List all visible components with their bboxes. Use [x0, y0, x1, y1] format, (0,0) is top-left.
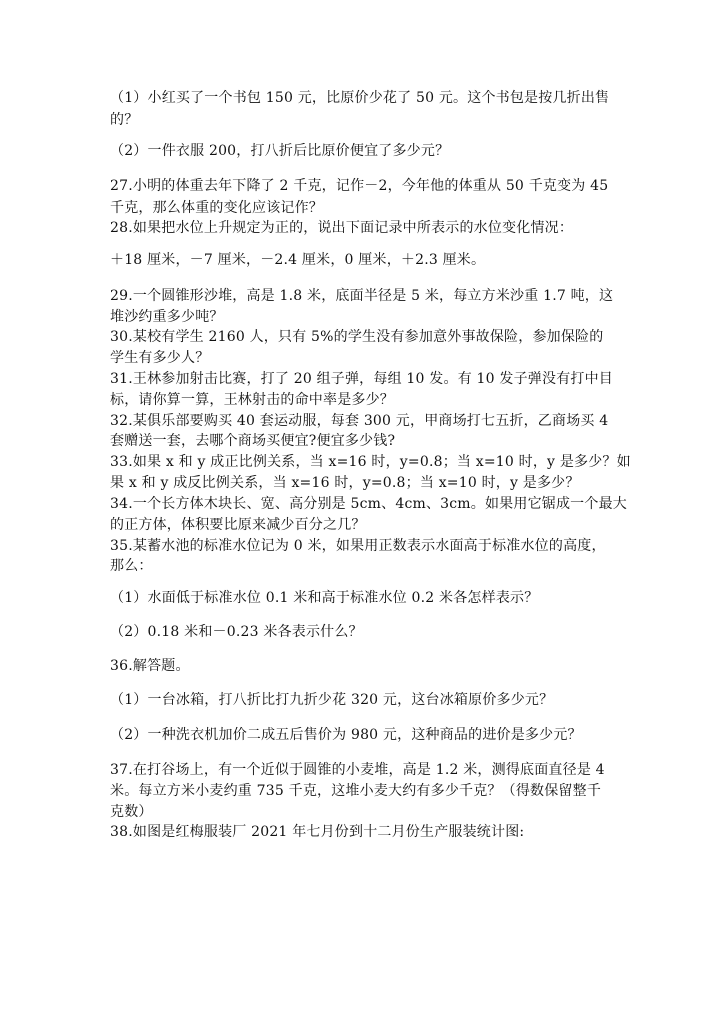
question-37-line-3: 克数）	[110, 804, 153, 820]
question-34-line-2: 的正方体，体积要比原来减少百分之几？	[110, 517, 366, 533]
question-36-part-1: （1）一台冰箱，打八折比打九折少花 320 元，这台冰箱原价多少元？	[110, 692, 554, 708]
question-29-line-2: 堆沙约重多少吨？	[110, 309, 224, 325]
question-1-line-2: 的？	[110, 112, 139, 128]
question-2-line: （2）一件衣服 200，打八折后比原价便宜了多少元？	[110, 143, 450, 159]
question-38-line: 38.如图是红梅服装厂 2021 年七月份到十二月份生产服装统计图:	[110, 824, 525, 840]
question-33-line-2: 果 x 和 y 成反比例关系，当 x=16 时，y=0.8；当 x=10 时，y 是多少？	[110, 475, 580, 491]
question-32-line-1: 32.某俱乐部要购买 40 套运动服，每套 300 元，甲商场打七五折，乙商场买 4	[110, 413, 609, 429]
water-level-records: ＋18 厘米，－7 厘米，－2.4 厘米，0 厘米，＋2.3 厘米。	[110, 252, 486, 268]
question-35-part-2: （2）0.18 米和－0.23 米各表示什么？	[110, 624, 363, 640]
question-36-heading: 36.解答题。	[110, 658, 190, 674]
question-31-line-1: 31.王林参加射击比赛，打了 20 组子弹，每组 10 发。有 10 发子弹没有打中目	[110, 371, 614, 387]
question-35-line-1: 35.某蓄水池的标准水位记为 0 米，如果用正数表示水面高于标准水位的高度，	[110, 538, 606, 554]
question-30-line-2: 学生有多少人？	[110, 350, 210, 366]
question-37-line-1: 37.在打谷场上，有一个近似于圆锥的小麦堆，高是 1.2 米，测得底面直径是 4	[110, 762, 605, 778]
question-28-line: 28.如果把水位上升规定为正的，说出下面记录中所表示的水位变化情况：	[110, 220, 574, 236]
question-31-line-2: 标，请你算一算，王林射击的命中率是多少？	[110, 392, 394, 408]
question-35-line-2: 那么：	[110, 558, 153, 574]
question-32-line-2: 套赠送一套，去哪个商场买便宜?便宜多少钱?	[110, 433, 396, 449]
question-27-line-2: 千克，那么体重的变化应该记作？	[110, 200, 323, 216]
question-30-line-1: 30.某校有学生 2160 人，只有 5%的学生没有参加意外事故保险，参加保险的	[110, 329, 604, 345]
question-27-line-1: 27.小明的体重去年下降了 2 千克，记作－2，今年他的体重从 50 千克变为 45	[110, 178, 609, 194]
question-34-line-1: 34.一个长方体木块长、宽、高分别是 5cm、4cm、3cm。如果用它锯成一个最大	[110, 496, 627, 512]
question-35-part-1: （1）水面低于标准水位 0.1 米和高于标准水位 0.2 米各怎样表示？	[110, 590, 539, 606]
question-37-line-2: 米。每立方米小麦约重 735 千克，这堆小麦大约有多少千克？（得数保留整千	[110, 783, 602, 799]
question-36-part-2: （2）一种洗衣机加价二成五后售价为 980 元，这种商品的进价是多少元？	[110, 727, 582, 743]
question-1-line-1: （1）小红买了一个书包 150 元，比原价少花了 50 元。这个书包是按几折出售	[110, 90, 610, 106]
question-29-line-1: 29.一个圆锥形沙堆，高是 1.8 米，底面半径是 5 米，每立方米沙重 1.7 吨，这	[110, 288, 614, 304]
question-33-line-1: 33.如果 x 和 y 成正比例关系，当 x=16 时，y=0.8；当 x=10 时，y 是多少？如	[110, 454, 631, 470]
